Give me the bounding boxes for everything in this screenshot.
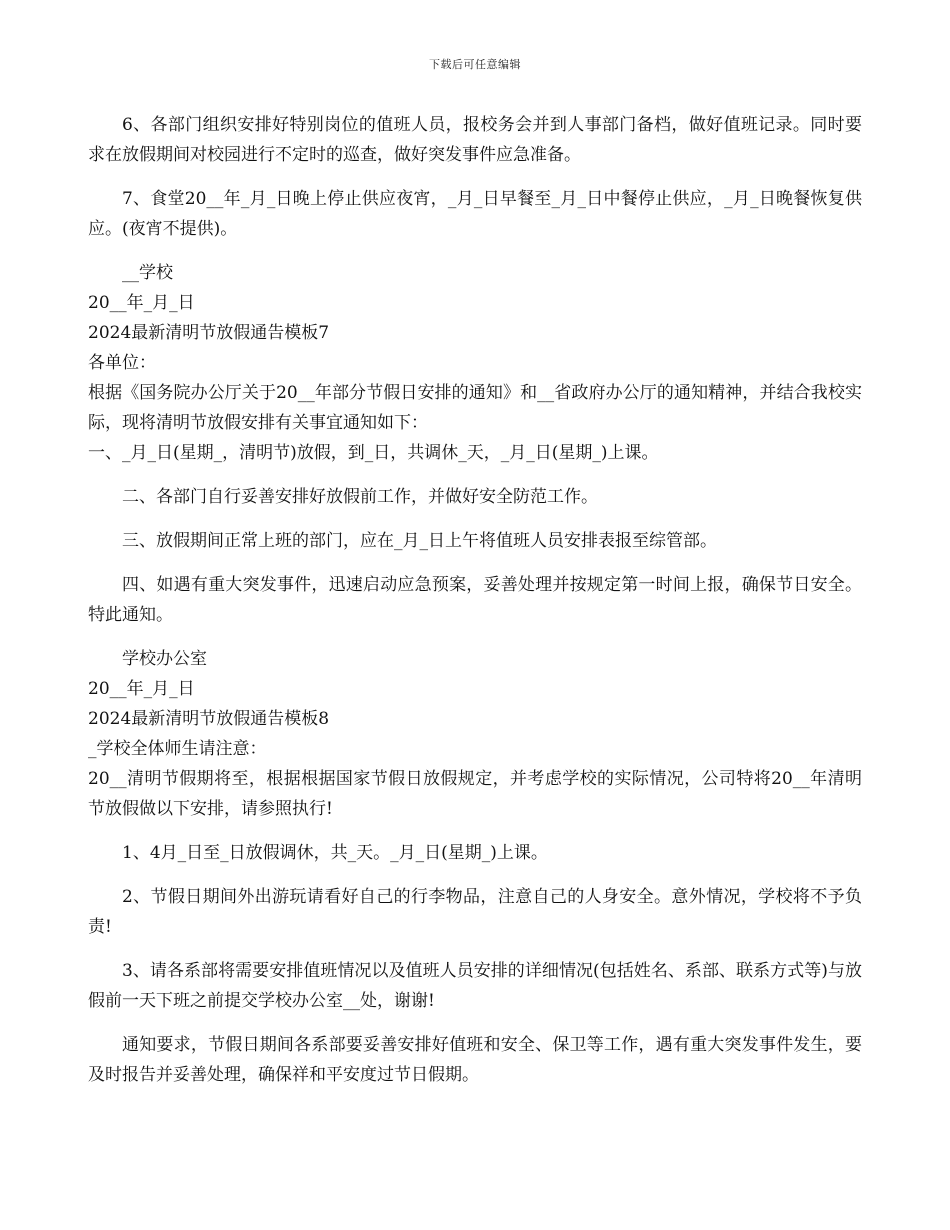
section-title-template-7: 2024最新清明节放假通告模板7: [88, 323, 330, 343]
signature-date: 20__年_月_日: [88, 679, 195, 699]
section-title-template-8: 2024最新清明节放假通告模板8: [88, 709, 330, 729]
signature-school: __学校: [122, 263, 173, 283]
paragraph-item-four: 四、如遇有重大突发事件，迅速启动应急预案，妥善处理并按规定第一时间上报，确保节日安全。特此通知。: [88, 575, 862, 625]
salutation: _学校全体师生请注意：: [88, 739, 267, 759]
signature-date: 20__年_月_日: [88, 293, 195, 313]
paragraph-item-7: 7、食堂20__年_月_日晚上停止供应夜宵，_月_日早餐至_月_日中餐停止供应，_月_日晚餐恢复供应。(夜宵不提供)。: [88, 189, 862, 239]
salutation: 各单位：: [88, 353, 156, 373]
paragraph-item-6: 6、各部门组织安排好特别岗位的值班人员，报校务会并到人事部门备档，做好值班记录。同时要求在放假期间对校园进行不定时的巡查，做好突发事件应急准备。: [88, 115, 862, 165]
paragraph-item-1: 1、4月_日至_日放假调休，共_天。_月_日(星期_)上课。: [122, 843, 548, 863]
paragraph-item-three: 三、放假期间正常上班的部门，应在_月_日上午将值班人员安排表报至综管部。: [122, 531, 717, 551]
page-header: 下载后可任意编辑: [429, 58, 521, 71]
paragraph-intro: 根据《国务院办公厅关于20__年部分节假日安排的通知》和__省政府办公厅的通知精神，并结合我校实际，现将清明节放假安排有关事宜通知如下：: [88, 383, 862, 433]
paragraph-item-one: 一、_月_日(星期_，清明节)放假，到_日，共调休_天，_月_日(星期_)上课。: [88, 443, 659, 463]
paragraph-item-2: 2、节假日期间外出游玩请看好自己的行李物品，注意自己的人身安全。意外情况，学校将不予负责!: [88, 887, 862, 937]
signature-office: 学校办公室: [122, 649, 207, 669]
paragraph-closing: 通知要求，节假日期间各系部要妥善安排好值班和安全、保卫等工作，遇有重大突发事件发生，要及时报告并妥善处理，确保祥和平安度过节日假期。: [88, 1035, 862, 1085]
document-body: [88, 110, 862, 1090]
paragraph-item-3: 3、请各系部将需要安排值班情况以及值班人员安排的详细情况(包括姓名、系部、联系方式等)与放假前一天下班之前提交学校办公室__处，谢谢!: [88, 961, 862, 1011]
paragraph-intro: 20__清明节假期将至，根据根据国家节假日放假规定，并考虑学校的实际情况，公司特将20__年清明节放假做以下安排，请参照执行!: [88, 769, 862, 819]
paragraph-item-two: 二、各部门自行妥善安排好放假前工作，并做好安全防范工作。: [122, 487, 598, 507]
